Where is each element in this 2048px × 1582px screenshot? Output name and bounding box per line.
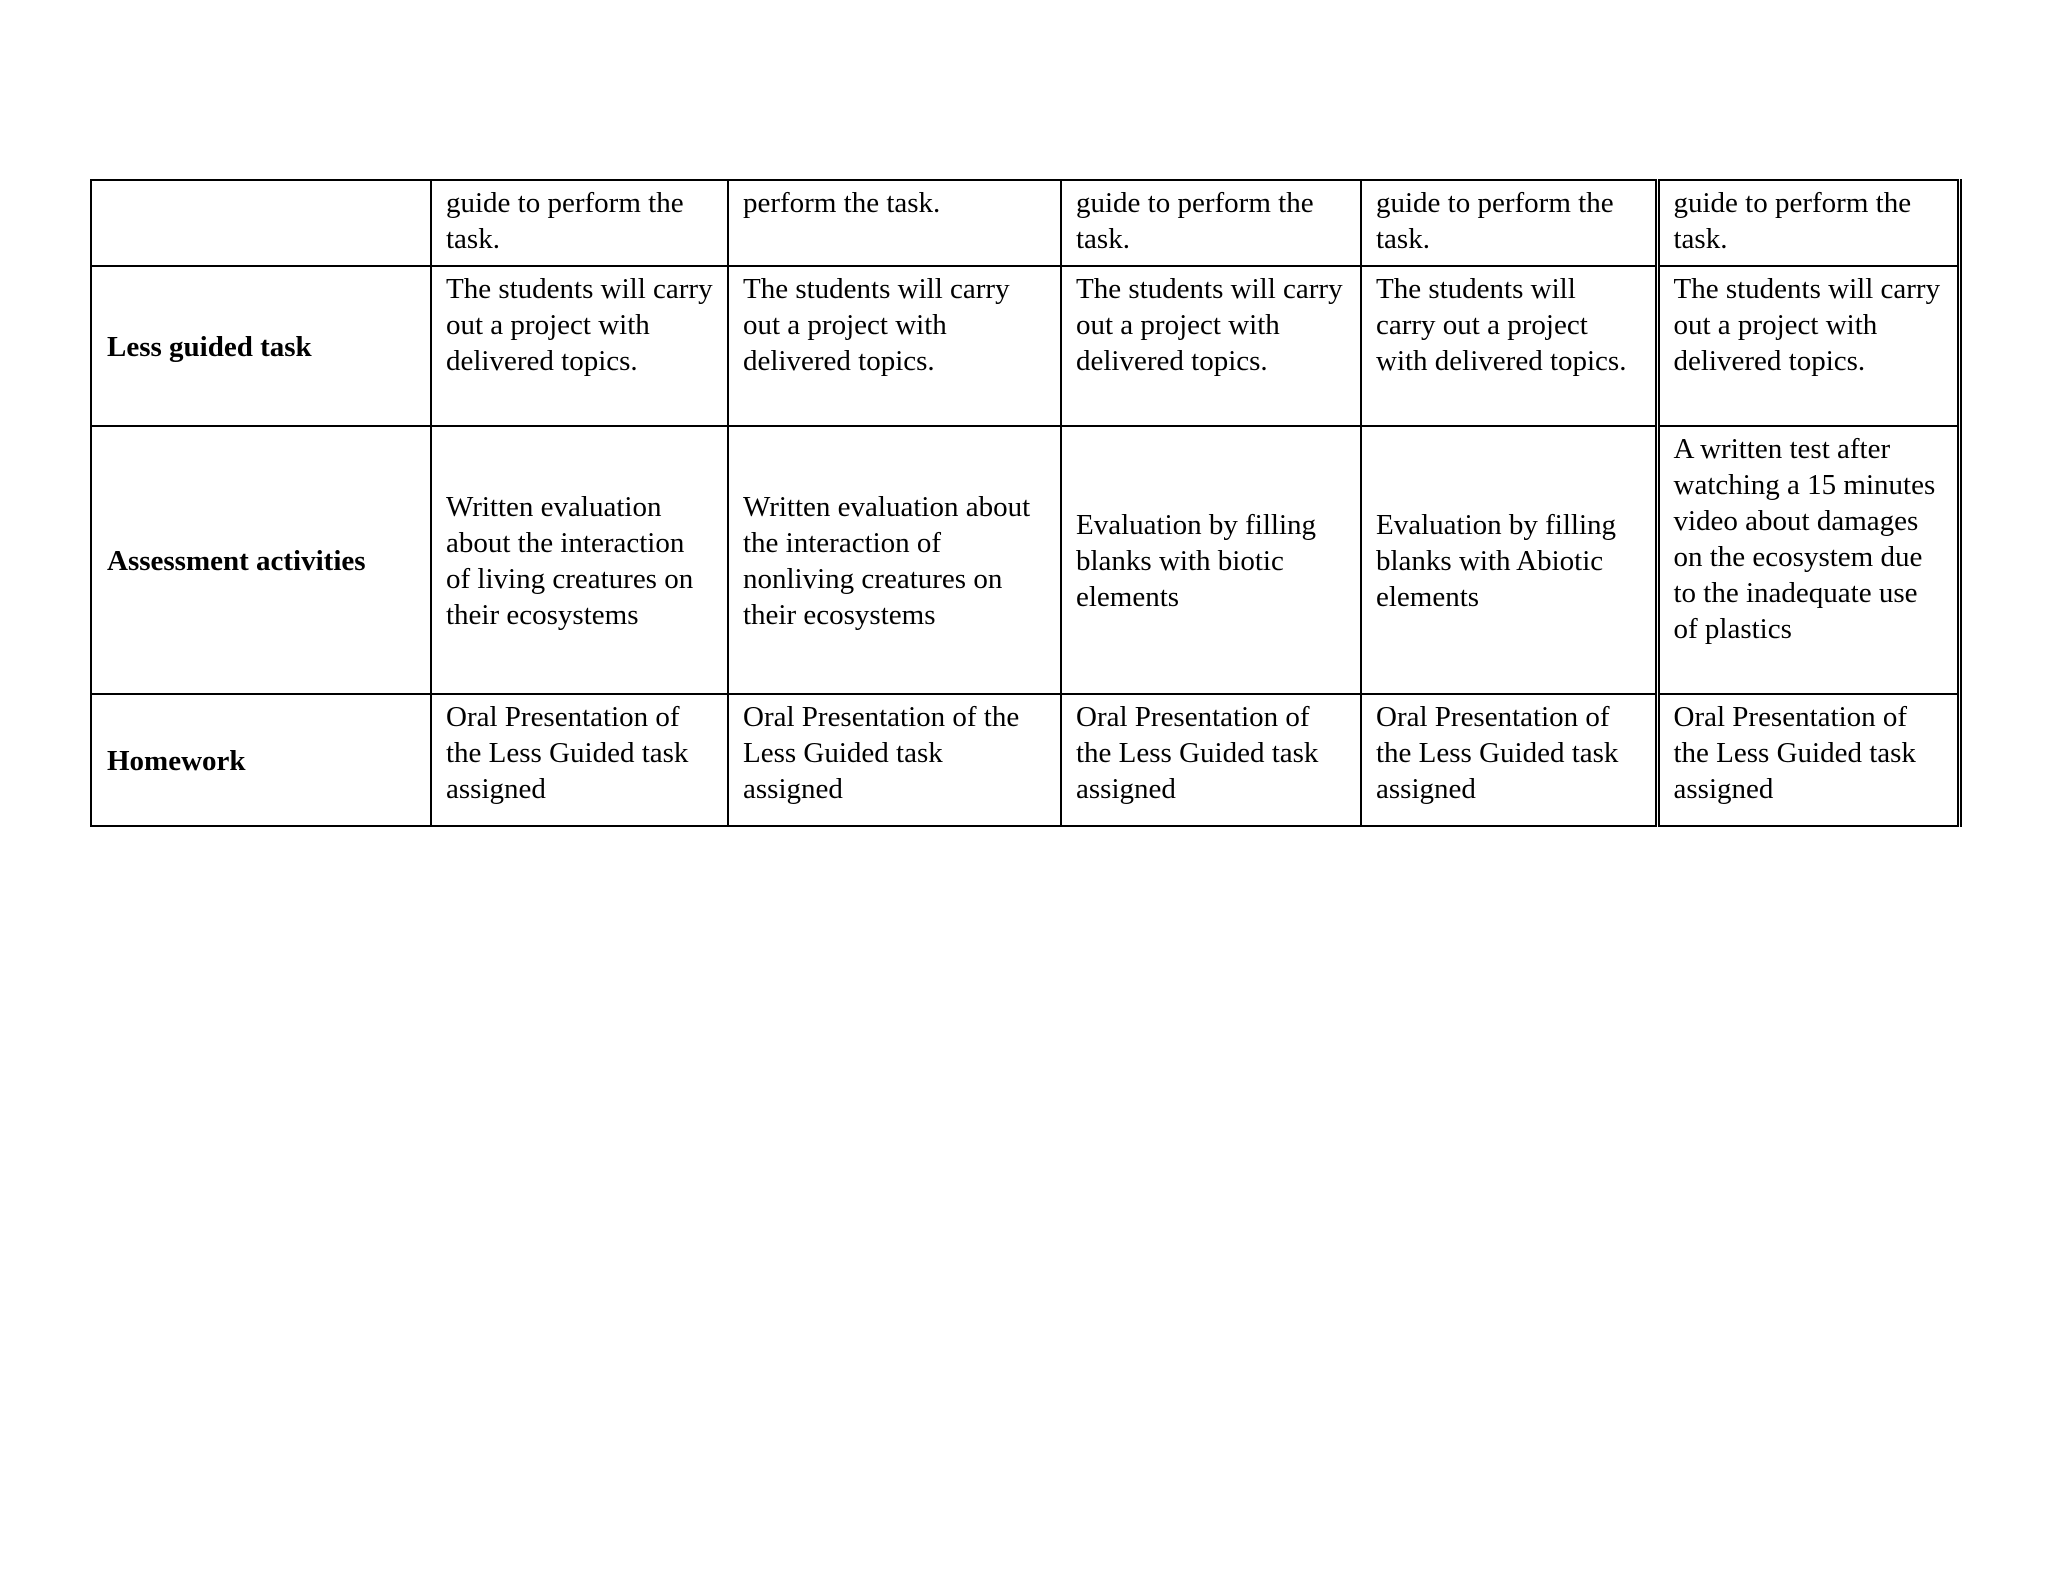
- table-cell: Written evaluation about the interaction of living creatures on their ecosystems: [431, 426, 728, 694]
- table-cell: Oral Presentation of the Less Guided task assigned: [1061, 694, 1361, 826]
- row-label-assessment-activities: Assessment activities: [91, 426, 431, 694]
- table-cell: The students will carry out a project with delivered topics.: [1657, 266, 1959, 426]
- row-label-homework: Homework: [91, 694, 431, 826]
- lesson-plan-table: [90, 179, 1962, 827]
- table-cell: The students will carry out a project with delivered topics.: [1361, 266, 1657, 426]
- table-cell: perform the task.: [728, 180, 1061, 266]
- table-row: [91, 266, 1959, 426]
- table-cell: guide to perform the task.: [1657, 180, 1959, 266]
- table-cell: A written test after watching a 15 minutes video about damages on the ecosystem due to the inadequate use of plastics: [1657, 426, 1959, 694]
- table-cell: guide to perform the task.: [1061, 180, 1361, 266]
- table-cell: The students will carry out a project with delivered topics.: [1061, 266, 1361, 426]
- table-cell: Oral Presentation of the Less Guided task assigned: [728, 694, 1061, 826]
- table-cell: Oral Presentation of the Less Guided task assigned: [1361, 694, 1657, 826]
- table-cell: Written evaluation about the interaction of nonliving creatures on their ecosystems: [728, 426, 1061, 694]
- table-row: [91, 426, 1959, 694]
- row-label: [91, 180, 431, 266]
- table-cell: The students will carry out a project with delivered topics.: [431, 266, 728, 426]
- table-cell: The students will carry out a project with delivered topics.: [728, 266, 1061, 426]
- table-cell: Oral Presentation of the Less Guided task assigned: [431, 694, 728, 826]
- table-cell: guide to perform the task.: [1361, 180, 1657, 266]
- table-cell: Evaluation by filling blanks with Abiotic elements: [1361, 426, 1657, 694]
- table-cell: guide to perform the task.: [431, 180, 728, 266]
- row-label-less-guided-task: Less guided task: [91, 266, 431, 426]
- table-row: [91, 180, 1959, 266]
- table-cell: Oral Presentation of the Less Guided task assigned: [1657, 694, 1959, 826]
- table-row: [91, 694, 1959, 826]
- table-cell: Evaluation by filling blanks with biotic elements: [1061, 426, 1361, 694]
